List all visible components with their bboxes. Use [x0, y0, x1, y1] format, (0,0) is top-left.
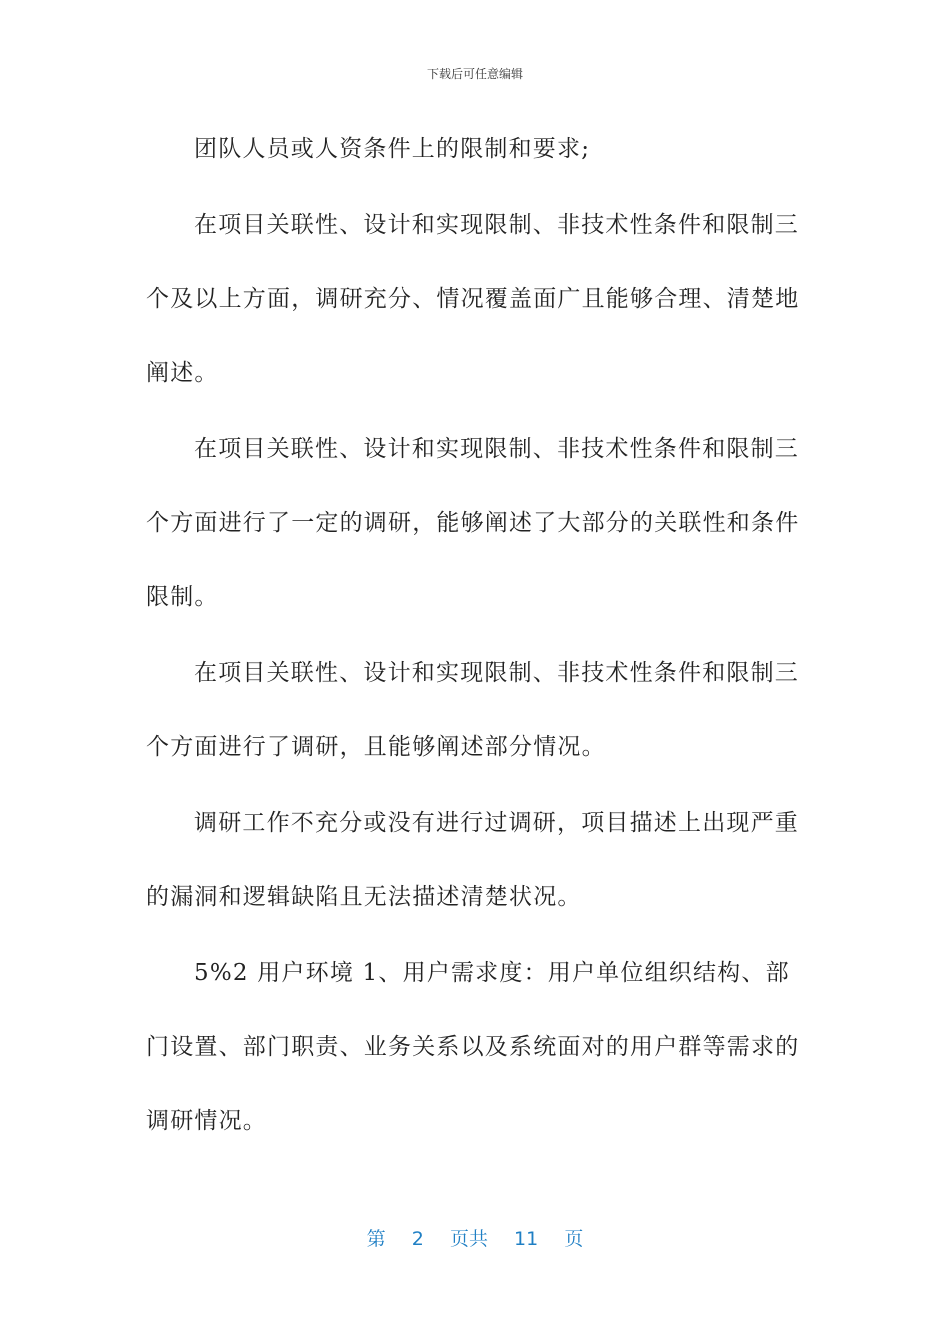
paragraph-6: 5%2 用户环境 1、用户需求度：用户单位组织结构、部门设置、部门职责、业务关系以及系统面对的用户群等需求的调研情况。 — [146, 960, 800, 1134]
page-header: 下载后可任意编辑 — [426, 67, 523, 81]
footer-total-pages: 11 — [514, 1228, 539, 1250]
footer-suffix: 页 — [564, 1228, 584, 1250]
paragraph-1: 团队人员或人资条件上的限制和要求; — [194, 136, 591, 162]
paragraph-2: 在项目关联性、设计和实现限制、非技术性条件和限制三个及以上方面，调研充分、情况覆盖面广且能够合理、清楚地阐述。 — [146, 212, 800, 386]
paragraph-3: 在项目关联性、设计和实现限制、非技术性条件和限制三个方面进行了一定的调研，能够阐述了大部分的关联性和条件限制。 — [146, 436, 800, 610]
footer-middle: 页共 — [449, 1228, 488, 1250]
footer-prefix: 第 — [366, 1228, 386, 1250]
paragraph-4: 在项目关联性、设计和实现限制、非技术性条件和限制三个方面进行了调研，且能够阐述部分情况。 — [146, 660, 799, 760]
page-footer — [0, 1226, 950, 1252]
footer-page-number: 2 — [411, 1228, 424, 1250]
paragraph-5: 调研工作不充分或没有进行过调研，项目描述上出现严重的漏洞和逻辑缺陷且无法描述清楚状况。 — [146, 810, 799, 910]
document-body — [146, 112, 806, 1158]
